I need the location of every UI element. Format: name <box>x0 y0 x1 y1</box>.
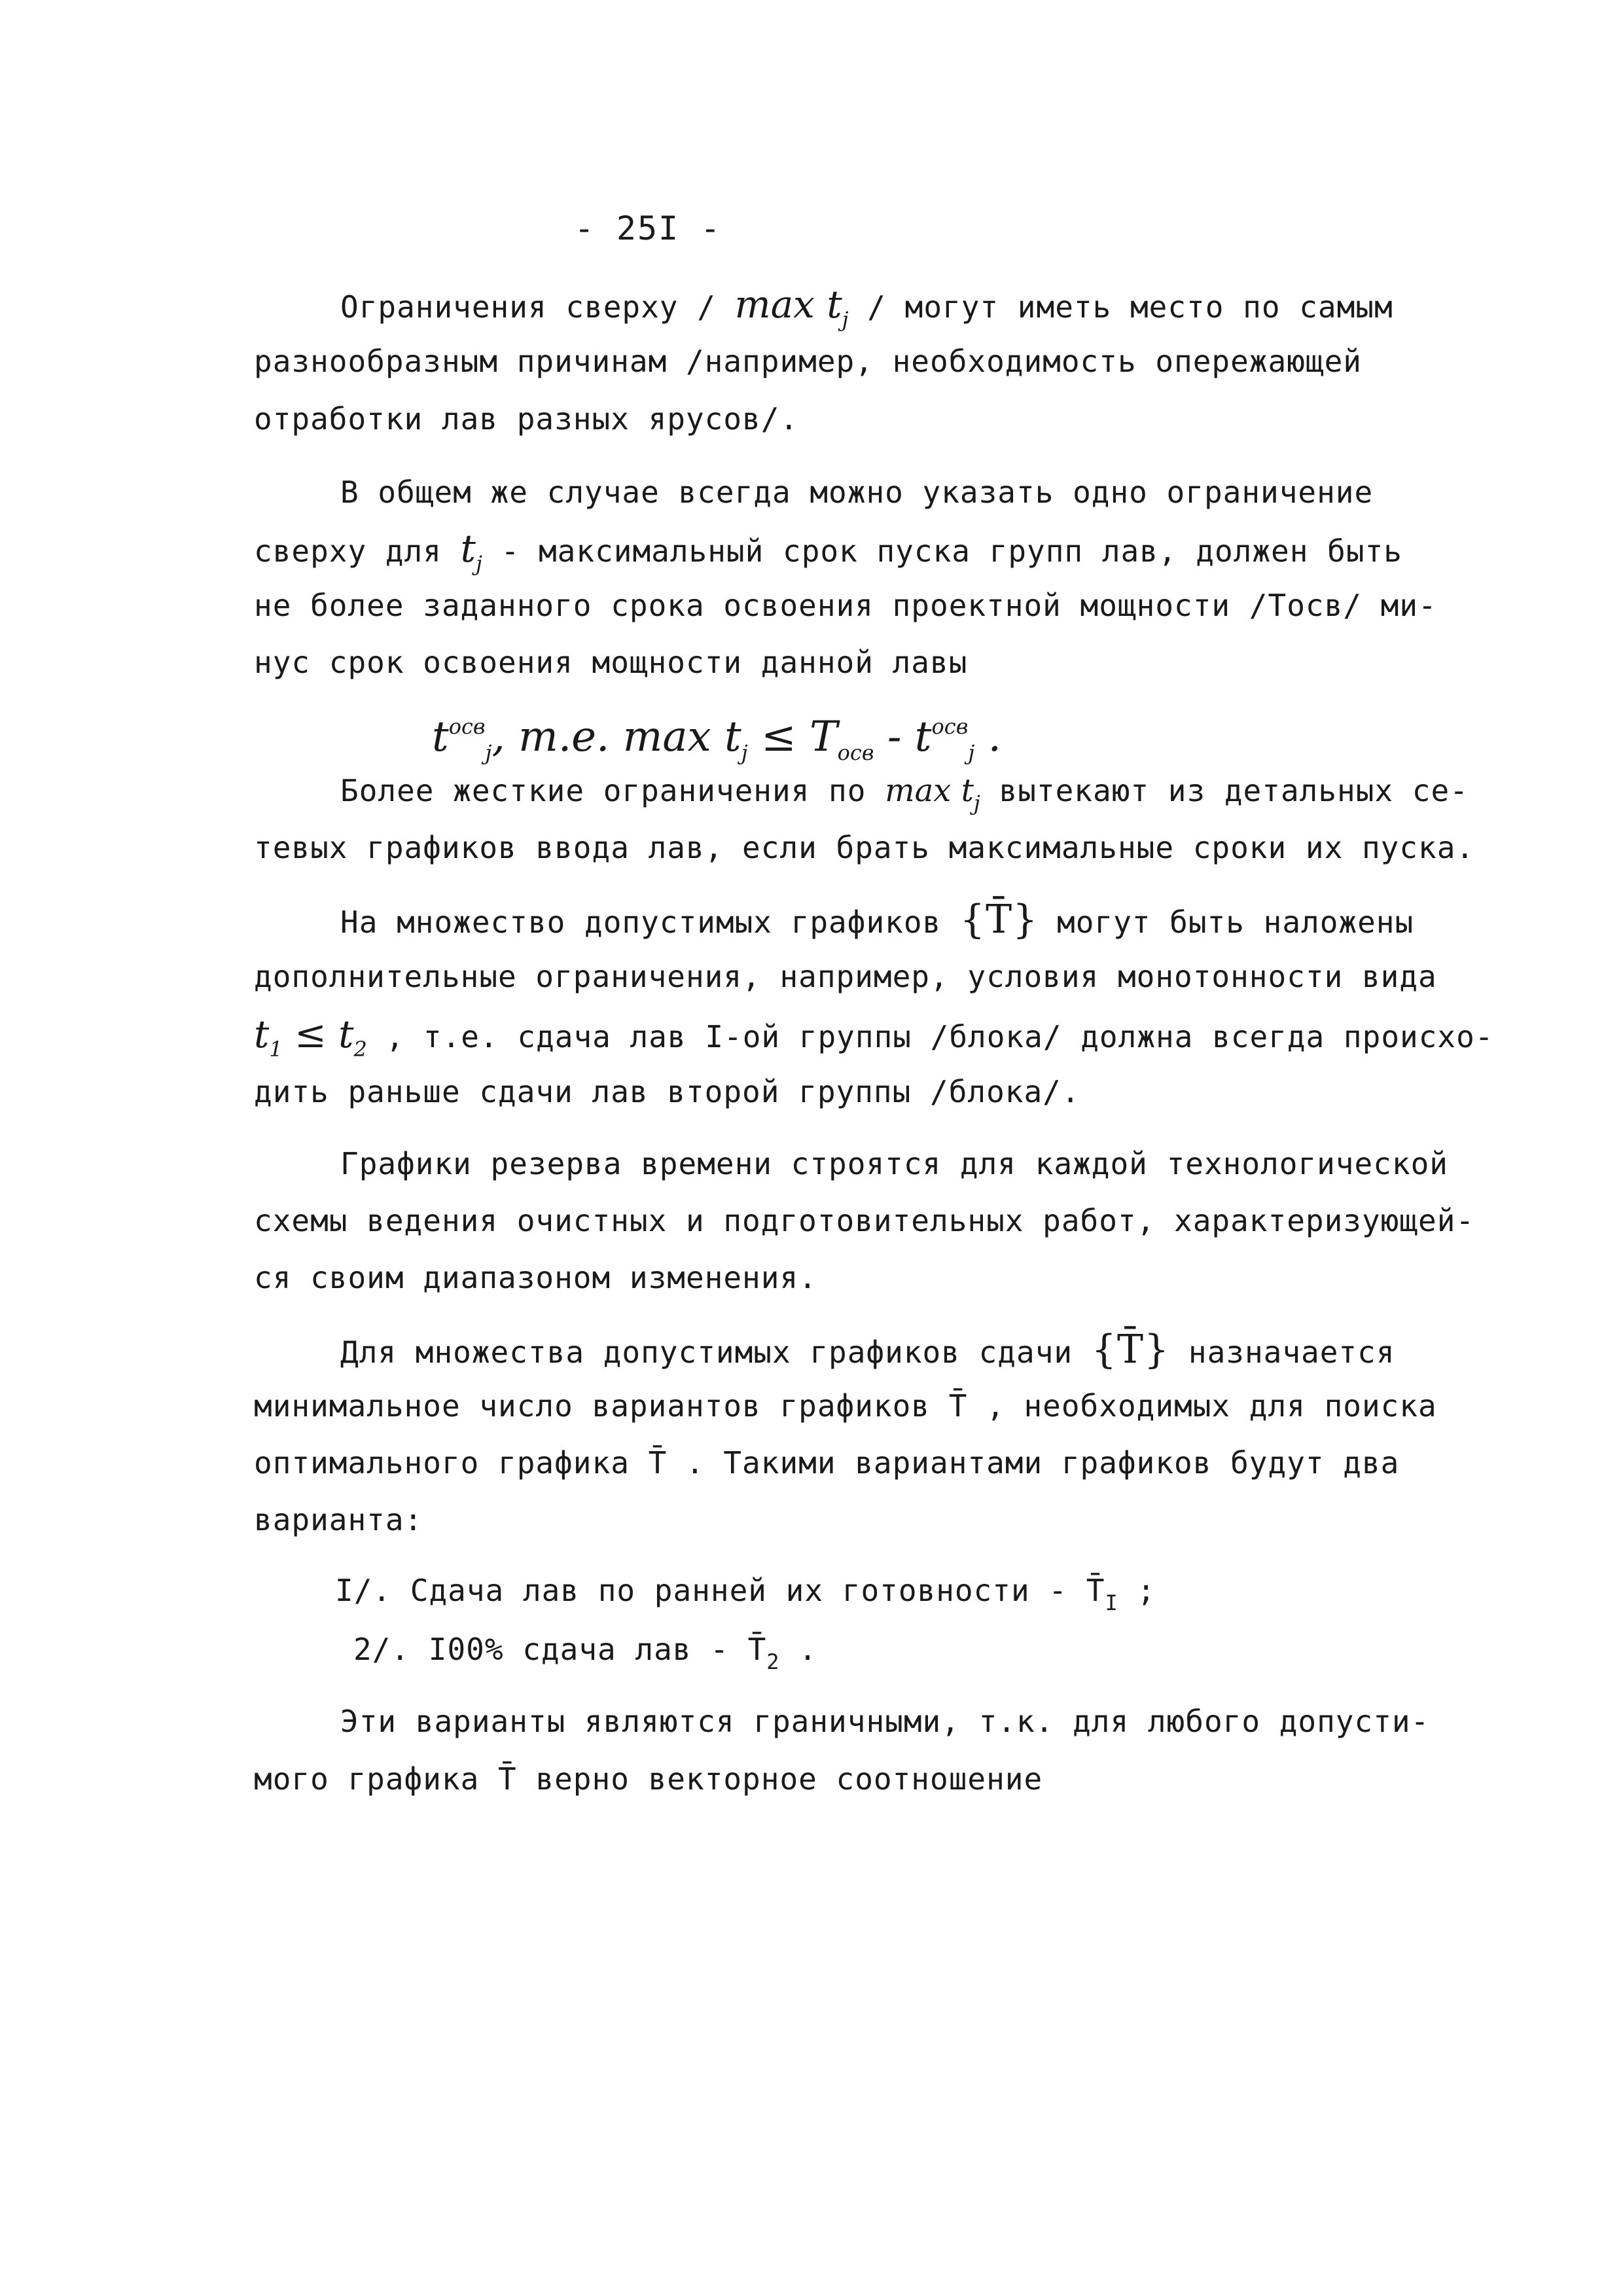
handwritten-formula: $t^{осв}_j$, т.е. $\max t_j \le T_{осв} - t^{осв}_j$ . <box>432 713 1001 765</box>
list-item-1: I/. Сдача лав по ранней их готовности - $T̄_I$ ; <box>335 1573 1156 1615</box>
handwritten-tj: t <box>460 526 476 571</box>
handwritten-max-tj-inline: max t <box>885 772 974 809</box>
paragraph-5-line-2: схемы ведения очистных и подготовительных работ, характеризующей- <box>254 1203 1475 1238</box>
paragraph-7-line-2: мого графика T̄ верно векторное соотношение <box>254 1761 1043 1797</box>
paragraph-7-line-1: Эти варианты являются граничными, т.к. для любого допусти- <box>340 1704 1430 1739</box>
paragraph-3-line-1: Более жесткие ограничения по $\max t_j$ вытекают из детальных се- <box>340 772 1469 816</box>
handwritten-t1-le-t2: t <box>254 1012 270 1056</box>
page-number: - 25I - <box>574 209 722 247</box>
list-item-2: 2/. I00% сдача лав - $T̄_2$ . <box>353 1632 817 1674</box>
paragraph-5-line-1: Графики резерва времени строятся для каждой технологической <box>340 1146 1448 1181</box>
paragraph-3-line-2: тевых графиков ввода лав, если брать максимальные сроки их пуска. <box>254 830 1475 865</box>
paragraph-1-line-1: Ограничения сверху / $\max t_j$ / могут иметь место по самым <box>340 282 1393 332</box>
set-t-bar: {T̄} <box>959 897 1039 942</box>
paragraph-6-line-3: оптимального графика T̄ . Такими вариантами графиков будут два <box>254 1445 1400 1480</box>
paragraph-4-line-2: дополнительные ограничения, например, условия монотонности вида <box>254 959 1437 994</box>
paragraph-2-line-2: сверху для $t_j$ - максимальный срок пуска групп лав, должен быть <box>254 526 1402 576</box>
paragraph-2-line-4: нус срок освоения мощности данной лавы <box>254 645 968 680</box>
paragraph-1-line-2: разнообразным причинам /например, необходимость опережающей <box>254 344 1362 379</box>
paragraph-2-line-1: В общем же случае всегда можно указать одно ограничение <box>340 475 1374 510</box>
paragraph-6-line-1: Для множества допустимых графиков сдачи {T̄} назначается <box>340 1327 1395 1372</box>
handwritten-max-tj: max t <box>734 282 842 327</box>
paragraph-6-line-2: минимальное число вариантов графиков T̄ , необходимых для поиска <box>254 1388 1437 1424</box>
paragraph-5-line-3: ся своим диапазоном изменения. <box>254 1260 817 1295</box>
paragraph-4-line-1: На множество допустимых графиков {T̄} могут быть наложены <box>340 897 1414 942</box>
paragraph-4-line-3: $t_1 \le t_2$ , т.е. сдача лав I-ой группы /блока/ должна всегда происхо- <box>254 1012 1494 1062</box>
set-t-bar-2: {T̄} <box>1091 1327 1170 1372</box>
paragraph-1-line-3: отработки лав разных ярусов/. <box>254 401 799 437</box>
paragraph-2-line-3: не более заданного срока освоения проектной мощности /Тосв/ ми- <box>254 588 1437 623</box>
paragraph-4-line-4: дить раньше сдачи лав второй группы /блока/. <box>254 1074 1080 1109</box>
paragraph-6-line-4: варианта: <box>254 1502 423 1537</box>
